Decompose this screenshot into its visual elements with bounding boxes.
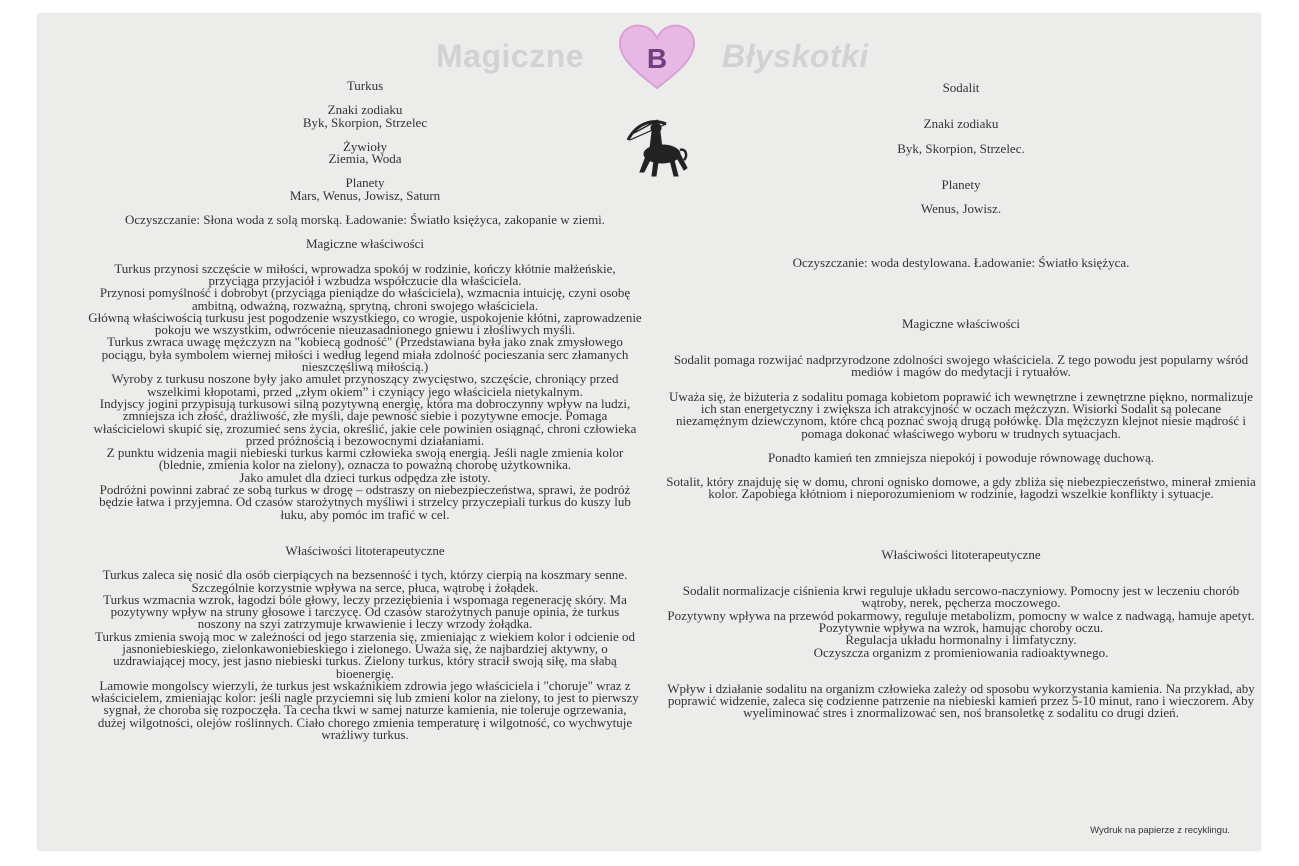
therapy-heading: Właściwości litoterapeutyczne [881, 546, 1041, 562]
therapy-paragraph: Lamowie mongolscy wierzyli, że turkus jest wskaźnikiem zdrowia jego właściciela i "choruje" wraz z właścicielem, zmieniając kolor: jeśli nagle przyciemni się lub zmieni kolor na zielony, to jest to pierwszy sygnał, że choroba się rozpoczęła. Ta cecha tkwi w samej naturze kamienia, nie toleruje ogrzewania, dużej wilgotności, olejów roślinnych. Ciało chorego zmienia temperaturę i wilgotność, co wychwytuje wrażliwy turkus. [91, 677, 639, 743]
magic-paragraph: Z punktu widzenia magii niebieski turkus karmi człowieka swoją energią. Jeśli nagle zmienia kolor (blednie, zmienia kolor na zielony), oznacza to poważną chorobę użytkownika. [106, 445, 624, 473]
magic-paragraph: Sodalit pomaga rozwijać nadprzyrodzone zdolności swojego właściciela. Z tego powodu jest popularny wśród mediów i magów do medytacji i rytuałów. [673, 352, 1249, 380]
planets-value: Mars, Wenus, Jowisz, Saturn [289, 187, 441, 203]
planets-value: Wenus, Jowisz. [920, 201, 1002, 217]
magic-paragraph: Turkus zwraca uwagę mężczyzn na "kobiecą godność" (Przedstawiana była jako znak zmysłowego pociągu, była symbolem wiernej miłości i według legend miała zdolność pocieszania serc złamanych nieszczęśliwą miłością.) [101, 334, 629, 375]
zodiac-value: Byk, Skorpion, Strzelec [302, 114, 428, 130]
therapy-paragraph: Turkus zmienia swoją moc w zależności od jego starzenia się, zmieniając z wiekiem kolor i odcienie od jasnoniebieskiego, zielonkawoniebieskiego i zielonego. Uważa się, że najbardziej aktywny, o uzdrawiającej mocy, jest jasno niebieski turkus. Zielony turkus, który stracił swoją siłę, ma słabą bioenergię. [95, 628, 635, 681]
recycled-paper-note: Wydruk na papierze z recyklingu. [1090, 825, 1230, 836]
brand-name-left: Magiczne [436, 38, 585, 74]
therapy-paragraph: Pozytywnie wpływa na wzrok, hamując choroby oczu. [818, 619, 1104, 635]
magic-paragraph: Sotalit, który znajduję się w domu, chroni ognisko domowe, a gdy zbliża się niebezpieczeństwo, minerał zmienia kolor. Zapobiega kłótniom i nieporozumieniom w rodzinie, łagodzi wszelkie konflikty i sytuacje. [666, 474, 1256, 502]
therapy-paragraph: Oczyszcza organizm z promieniowania radioaktywnego. [813, 644, 1109, 660]
brand-name-right: Błyskotki [722, 38, 869, 74]
stone-title: Sodalit [942, 80, 980, 95]
therapy-paragraph: Turkus wzmacnia wzrok, łagodzi bóle głowy, leczy przeziębienia i wspomaga regenerację skóry. Ma pozytywny wpływ na struny głosowe i tarczycę. Od czasów starożytnych panuje opinia, że turkus noszony na szyi zatrzymuje krwawienie i leczy wrzody żołądka. [103, 591, 627, 632]
turquoise-column [88, 14, 642, 741]
cleansing-text: Oczyszczanie: Słona woda z solą morską. Ładowanie: Światło księżyca, zakopanie w ziemi. [124, 212, 606, 228]
magic-paragraph: Główną właściwością turkusu jest pogodzenie wszystkiego, co wrogie, uspokojenie kłótni, zaprowadzenie pokoju we wszystkim, odwrócenie nieuzasadnionego gniewu i złośliwych myśli. [88, 309, 642, 338]
zodiac-heading: Znaki zodiaku [327, 102, 403, 118]
zodiac-heading: Znaki zodiaku [923, 116, 999, 132]
magic-paragraph: Podróżni powinni zabrać ze sobą turkus w drogę – odstraszy on niebezpieczeństwa, sprawi, że podróż będzie łatwa i przyjemna. Od czasów starożytnych myśliwi i strzelcy przyczepiali turkus do kuszy lub łuku, aby pomóc im trafić w cel. [99, 482, 631, 522]
elements-value: Ziemia, Woda [328, 151, 402, 167]
magic-paragraph: Przynosi pomyślność i dobrobyt (przyciąga pieniądze do właściciela), wzmacnia intuicję, czyni osobę ambitną, odważną, rozważną, sprytną, chroni swojego właściciela. [99, 285, 631, 313]
magic-paragraph: Jako amulet dla dzieci turkus odpędza złe istoty. [239, 469, 491, 485]
therapy-paragraph: Sodalit normalizacje ciśnienia krwi reguluje układu sercowo-naczyniowy. Pomocny jest w leczeniu chorób wątroby, nerek, pęcherza moczowego. [682, 583, 1240, 611]
magic-heading: Magiczne właściwości [305, 236, 425, 252]
stone-title: Turkus [346, 78, 384, 93]
therapy-paragraph: Pozytywny wpływa na przewód pokarmowy, reguluje metabolizm, pomocny w walce z nadwagą, hamuje apetyt. [667, 607, 1255, 623]
magic-paragraph: Uważa się, że biżuteria z sodalitu pomaga kobietom poprawić ich wewnętrzne i zewnętrzne piękno, normalizuje ich stan energetyczny i zwiększa ich atrakcyjność w oczach mężczyzn. Wisiorki Sodalit są polecane niezamężnym dziewczynom, które chcą poznać swoją drugą połówkę. Dla mężczyzn klejnot niesie mądrość i pomaga dokonać właściwego wyboru w trudnych sytuacjach. [668, 388, 1254, 441]
planets-heading: Planety [345, 175, 385, 191]
magic-paragraph: Wyroby z turkusu noszone były jako amulet przynoszący zwycięstwo, szczęście, chroniący przed wszelkimi kłopotami, przed „złym okiem” i czyniący jego właściciela nietykalnym. [111, 371, 619, 399]
therapy-heading: Właściwości litoterapeutyczne [285, 542, 445, 558]
planets-heading: Planety [941, 176, 981, 192]
elements-heading: Żywioły [342, 138, 388, 154]
magic-paragraph: Ponadto kamień ten zmniejsza niepokój i powoduje równowagę duchową. [768, 449, 1154, 465]
magic-paragraph: Indyjscy jogini przypisują turkusowi silną pozytywną energię, która ma dobroczynny wpływ na ludzi, zmniejsza ich złość, drażliwość, złe myśli, daje pewność siebie i pozytywne emocje. Pomaga właścicielowi skupić się, zrozumieć sens życia, określić, jakie cele powinien osiągnąć, chroni człowieka przed próżnością i bezowocnymi działaniami. [93, 395, 637, 448]
sodalite-column [666, 14, 1256, 720]
printed-sheet [38, 14, 1260, 850]
therapy-paragraph: Turkus zaleca się nosić dla osób cierpiących na bezsenność i tych, którzy cierpią na koszmary senne. Szczególnie korzystnie wpływa na serce, płuca, wątrobę i żołądek. [102, 567, 628, 595]
logo-letter: B [646, 43, 668, 74]
zodiac-value: Byk, Skorpion, Strzelec. [897, 140, 1025, 156]
therapy-paragraph: Regulacja układu hormonalny i limfatyczny. [845, 632, 1077, 648]
therapy-paragraph: Wpływ i działanie sodalitu na organizm człowieka zależy od sposobu wykorzystania kamienia. Na przykład, aby poprawić widzenie, zaleca się codzienne patrzenie na niebieski kamień przez 5-10 minut, rano i wieczorem. Aby wyeliminować stres i znormalizować sen, noś bransoletkę z sodalitu co drugi dzień. [667, 680, 1255, 721]
magic-heading: Magiczne właściwości [901, 315, 1021, 331]
magic-paragraph: Turkus przynosi szczęście w miłości, wprowadza spokój w rodzinie, kończy kłótnie małżeńskie, przyciąga przyjaciół i wzbudza współczucie dla właściciela. [114, 260, 616, 288]
cleansing-text: Oczyszczanie: woda destylowana. Ładowanie: Światło księżyca. [792, 255, 1130, 271]
